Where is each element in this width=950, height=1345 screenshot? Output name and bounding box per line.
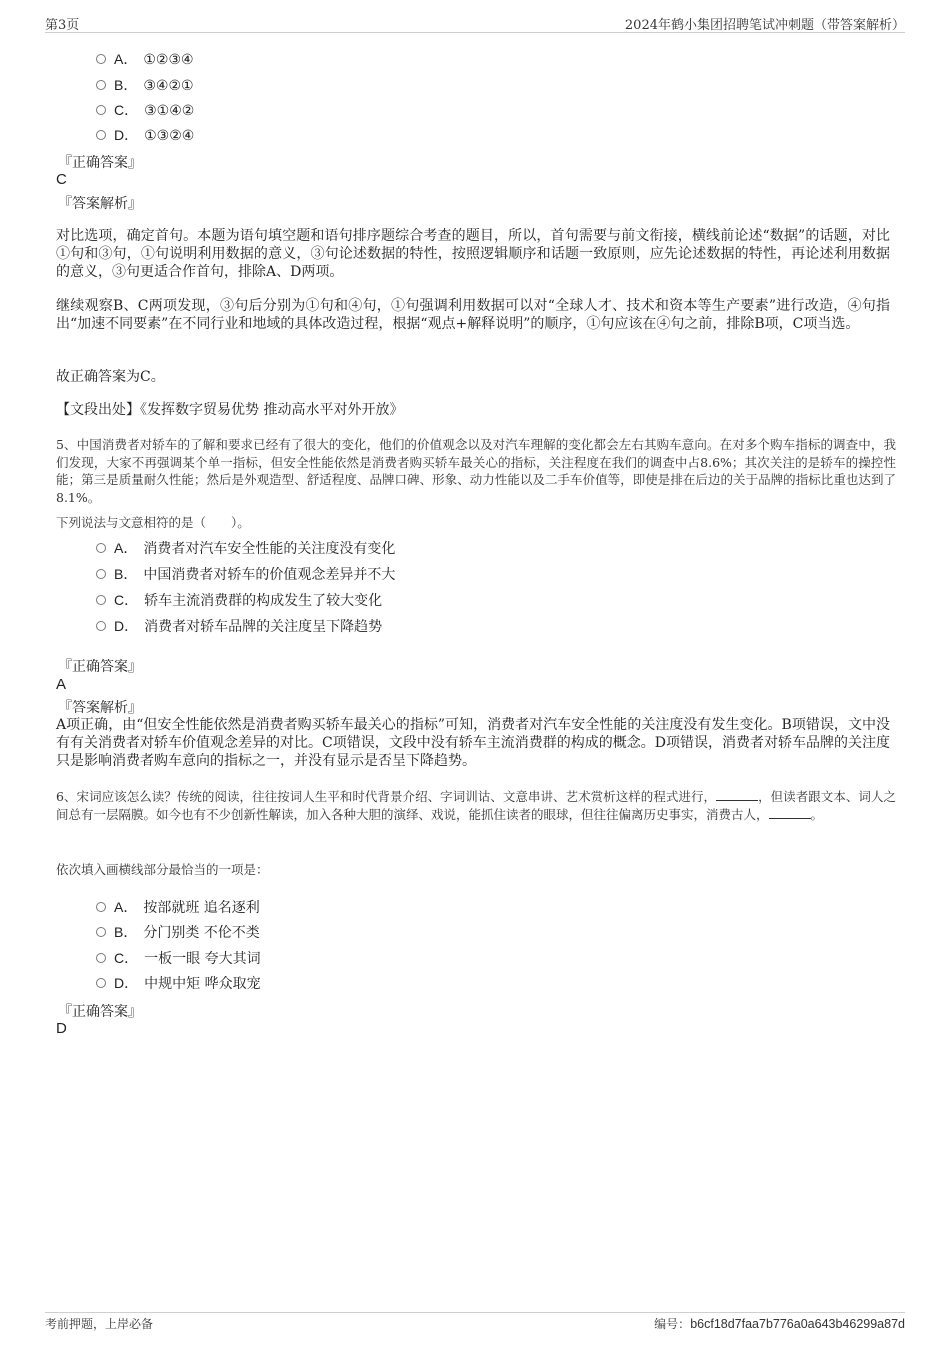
- q6-option-c[interactable]: C． 一板一眼 夸大其词: [96, 948, 261, 968]
- q6-answer-label: 『正确答案』: [58, 1004, 142, 1020]
- q5-option-c[interactable]: C． 轿车主流消费群的构成发生了较大变化: [96, 590, 382, 610]
- q4-answer-label: 『正确答案』: [58, 155, 142, 171]
- q6-answer: D: [56, 1020, 67, 1037]
- q6-option-a[interactable]: A． 按部就班 追名逐利: [96, 897, 260, 917]
- q5-prompt: 下列说法与文意相符的是（ ）。: [56, 515, 250, 530]
- document-code: 编号：b6cf18d7faa7b776a0a643b46299a87d: [654, 1317, 905, 1331]
- q4-option-a[interactable]: A． ①②③④: [96, 49, 194, 69]
- q4-analysis-label: 『答案解析』: [58, 196, 142, 212]
- q4-answer: C: [56, 171, 67, 188]
- radio-icon[interactable]: [96, 595, 106, 605]
- fill-blank-1: [716, 788, 758, 801]
- radio-icon[interactable]: [96, 105, 106, 115]
- radio-icon[interactable]: [96, 927, 106, 937]
- q5-option-d[interactable]: D． 消费者对轿车品牌的关注度呈下降趋势: [96, 616, 382, 636]
- page-footer: [45, 1312, 905, 1333]
- q5-stem: 5、中国消费者对轿车的了解和要求已经有了很大的变化，他们的价值观念以及对汽车理解的变化都会左右其购车意向。在对多个购车指标的调查中，我们发现，大家不再强调某个单一指标，但安全性能依然是消费者购买轿车最关心的指标，关注程度在我们的调查中占8.6%；其次关注的是轿车的操控性能；第三是质量耐久性能；然后是外观造型、舒适程度、品牌口碑、形象、动力性能以及二手车价值等，即使是排在后边的关于品牌的指标比重也达到了8.1%。: [56, 437, 896, 505]
- radio-icon[interactable]: [96, 130, 106, 140]
- document-title: 2024年鹤小集团招聘笔试冲刺题（带答案解析）: [624, 18, 905, 33]
- q5-answer: A: [56, 676, 67, 693]
- radio-icon[interactable]: [96, 978, 106, 988]
- q4-option-d[interactable]: D． ①③②④: [96, 125, 194, 145]
- radio-icon[interactable]: [96, 54, 106, 64]
- radio-icon[interactable]: [96, 569, 106, 579]
- fill-blank-2: [769, 806, 811, 819]
- radio-icon[interactable]: [96, 621, 106, 631]
- footer-slogan: 考前押题，上岸必备: [45, 1317, 154, 1331]
- page-header: [45, 14, 905, 33]
- q4-source: 【文段出处】《发挥数字贸易优势 推动高水平对外开放》: [56, 402, 404, 418]
- q6-option-d[interactable]: D． 中规中矩 哗众取宠: [96, 973, 261, 993]
- page-number: 第3页: [45, 18, 80, 33]
- q5-option-a[interactable]: A． 消费者对汽车安全性能的关注度没有变化: [96, 538, 395, 558]
- q5-analysis-label: 『答案解析』: [58, 700, 142, 716]
- q4-analysis-p1: 对比选项，确定首句。本题为语句填空题和语句排序题综合考查的题目，所以，首句需要与前文衔接，横线前论述“数据”的话题，对比①句和③句，①句说明利用数据的意义，③句论述数据的特性，按照逻辑顺序和话题一致原则，应先论述数据的特性，再论述利用数据的意义，③句更适合作首句，排除A、D两项。: [56, 228, 890, 280]
- radio-icon[interactable]: [96, 543, 106, 553]
- radio-icon[interactable]: [96, 80, 106, 90]
- q4-option-c[interactable]: C． ③①④②: [96, 100, 194, 120]
- radio-icon[interactable]: [96, 953, 106, 963]
- q6-prompt: 依次填入画横线部分最恰当的一项是：: [56, 862, 269, 877]
- q4-analysis-p3: 故正确答案为C。: [56, 369, 165, 385]
- q6-stem: 6、宋词应该怎么读？传统的阅读，往往按词人生平和时代背景介绍、字词训诂、文意串讲、艺术赏析这样的程式进行， ，但读者跟文本、词人之间总有一层隔膜。如今也有不少创新性解读，加入各种大胆的演绎、戏说，能抓住读者的眼球，但往往偏离历史事实，消费古人， 。: [56, 789, 896, 822]
- q5-option-b[interactable]: B． 中国消费者对轿车的价值观念差异并不大: [96, 564, 395, 584]
- q5-analysis: A项正确，由“但安全性能依然是消费者购买轿车最关心的指标”可知，消费者对汽车安全性能的关注度没有发生变化。B项错误，文中没有有关消费者对轿车价值观念差异的对比。C项错误，文段中没有轿车主流消费群的构成的概念。D项错误，消费者对轿车品牌的关注度只是影响消费者购车意向的指标之一，并没有显示是否呈下降趋势。: [56, 717, 890, 769]
- q4-option-b[interactable]: B． ③④②①: [96, 75, 194, 95]
- q5-answer-label: 『正确答案』: [58, 659, 142, 675]
- q4-analysis-p2: 继续观察B、C两项发现，③句后分别为①句和④句，①句强调利用数据可以对“全球人才、技术和资本等生产要素”进行改造，④句指出“加速不同要素”在不同行业和地域的具体改造过程，根据“观点+解释说明”的顺序，①句应该在④句之前，排除B项，C项当选。: [56, 298, 890, 332]
- q6-option-b[interactable]: B． 分门别类 不伦不类: [96, 922, 260, 942]
- radio-icon[interactable]: [96, 902, 106, 912]
